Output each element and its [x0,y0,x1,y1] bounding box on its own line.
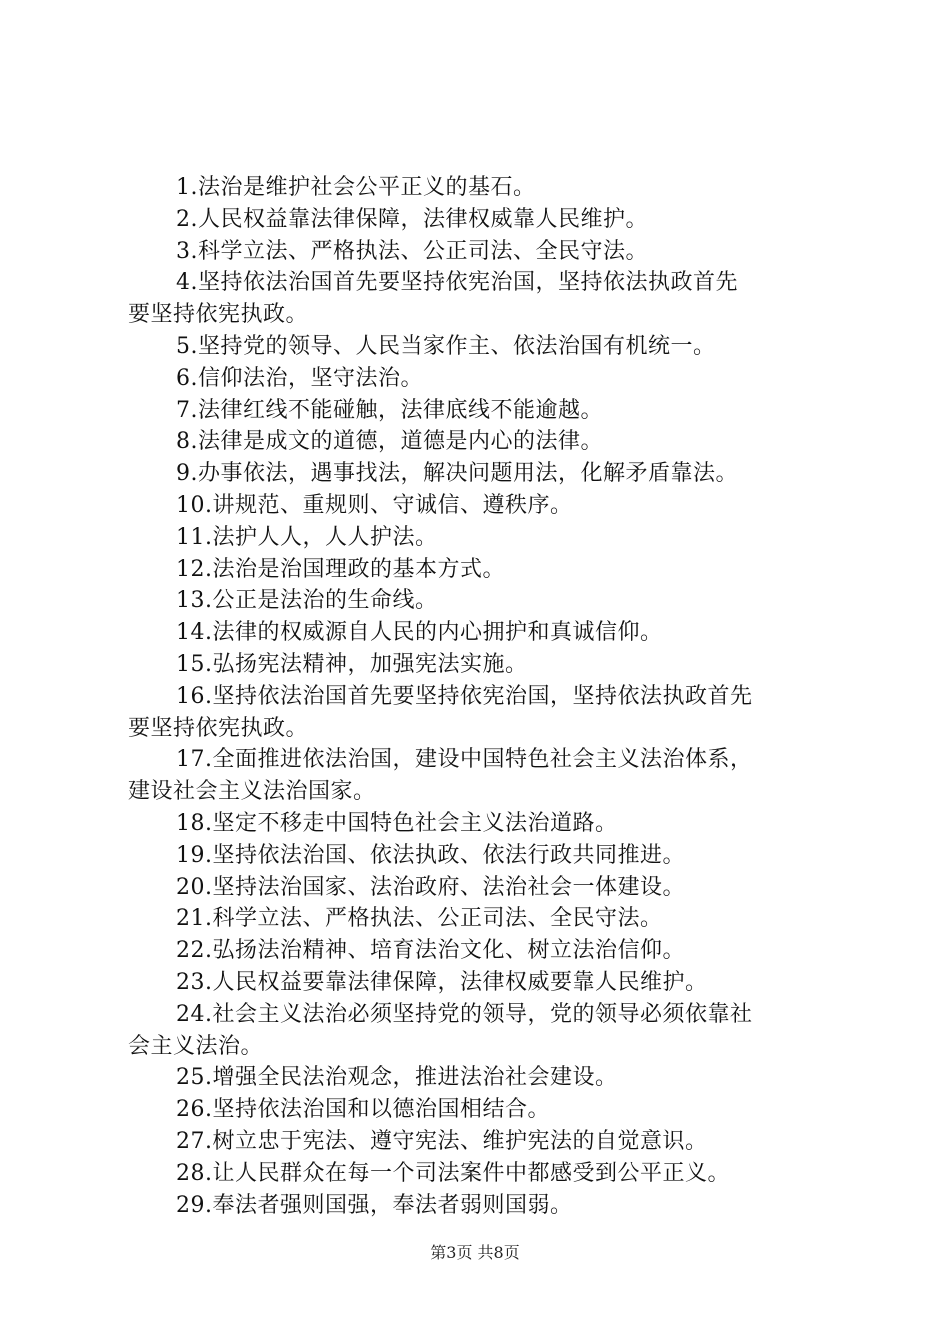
paragraph-line: 17.全面推进依法治国，建设中国特色社会主义法治体系， [176,747,753,773]
paragraph-line: 23.人民权益要靠法律保障，法律权威要靠人民维护。 [176,969,708,995]
paragraph-line: 15.弘扬宪法精神，加强宪法实施。 [176,651,528,677]
paragraph-line: 18.坚定不移走中国特色社会主义法治道路。 [176,810,618,836]
paragraph-continuation-line: 要坚持依宪执政。 [128,302,309,328]
paragraph-line: 11.法护人人，人人护法。 [176,524,438,550]
paragraph-line: 20.坚持法治国家、法治政府、法治社会一体建设。 [176,874,685,900]
paragraph-line: 22.弘扬法治精神、培育法治文化、树立法治信仰。 [176,938,685,964]
paragraph-line: 4.坚持依法治国首先要坚持依宪治国，坚持依法执政首先 [176,270,738,296]
paragraph-line: 25.增强全民法治观念，推进法治社会建设。 [176,1065,618,1091]
paragraph-line: 26.坚持依法治国和以德治国相结合。 [176,1097,550,1123]
paragraph-continuation-line: 建设社会主义法治国家。 [128,779,376,805]
paragraph-line: 16.坚持依法治国首先要坚持依宪治国，坚持依法执政首先 [176,683,753,709]
paragraph-line: 24.社会主义法治必须坚持党的领导，党的领导必须依靠社 [176,1001,753,1027]
paragraph-line: 19.坚持依法治国、依法执政、依法行政共同推进。 [176,842,685,868]
paragraph-continuation-line: 要坚持依宪执政。 [128,715,309,741]
paragraph-line: 6.信仰法治，坚守法治。 [176,365,423,391]
paragraph-line: 29.奉法者强则国强，奉法者弱则国弱。 [176,1192,573,1218]
paragraph-line: 28.让人民群众在每一个司法案件中都感受到公平正义。 [176,1160,730,1186]
paragraph-line: 7.法律红线不能碰触，法律底线不能逾越。 [176,397,603,423]
paragraph-line: 10.讲规范、重规则、守诚信、遵秩序。 [176,492,573,518]
paragraph-line: 1.法治是维护社会公平正义的基石。 [176,175,536,200]
paragraph-line: 14.法律的权威源自人民的内心拥护和真诚信仰。 [176,620,663,646]
paragraph-line: 3.科学立法、严格执法、公正司法、全民守法。 [176,238,648,264]
paragraph-continuation-line: 会主义法治。 [128,1033,264,1059]
paragraph-line: 2.人民权益靠法律保障，法律权威靠人民维护。 [176,206,648,232]
paragraph-line: 5.坚持党的领导、人民当家作主、依法治国有机统一。 [176,333,716,359]
document-body [128,172,838,1221]
paragraph-line: 27.树立忠于宪法、遵守宪法、维护宪法的自觉意识。 [176,1128,708,1154]
page-footer: 第3页 共8页 [430,1243,520,1262]
paragraph-line: 9.办事依法，遇事找法，解决问题用法，化解矛盾靠法。 [176,461,738,487]
paragraph-line: 13.公正是法治的生命线。 [176,588,438,614]
paragraph-line: 8.法律是成文的道德，道德是内心的法律。 [176,429,603,455]
paragraph-line: 21.科学立法、严格执法、公正司法、全民守法。 [176,906,663,932]
paragraph-line: 12.法治是治国理政的基本方式。 [176,556,505,582]
